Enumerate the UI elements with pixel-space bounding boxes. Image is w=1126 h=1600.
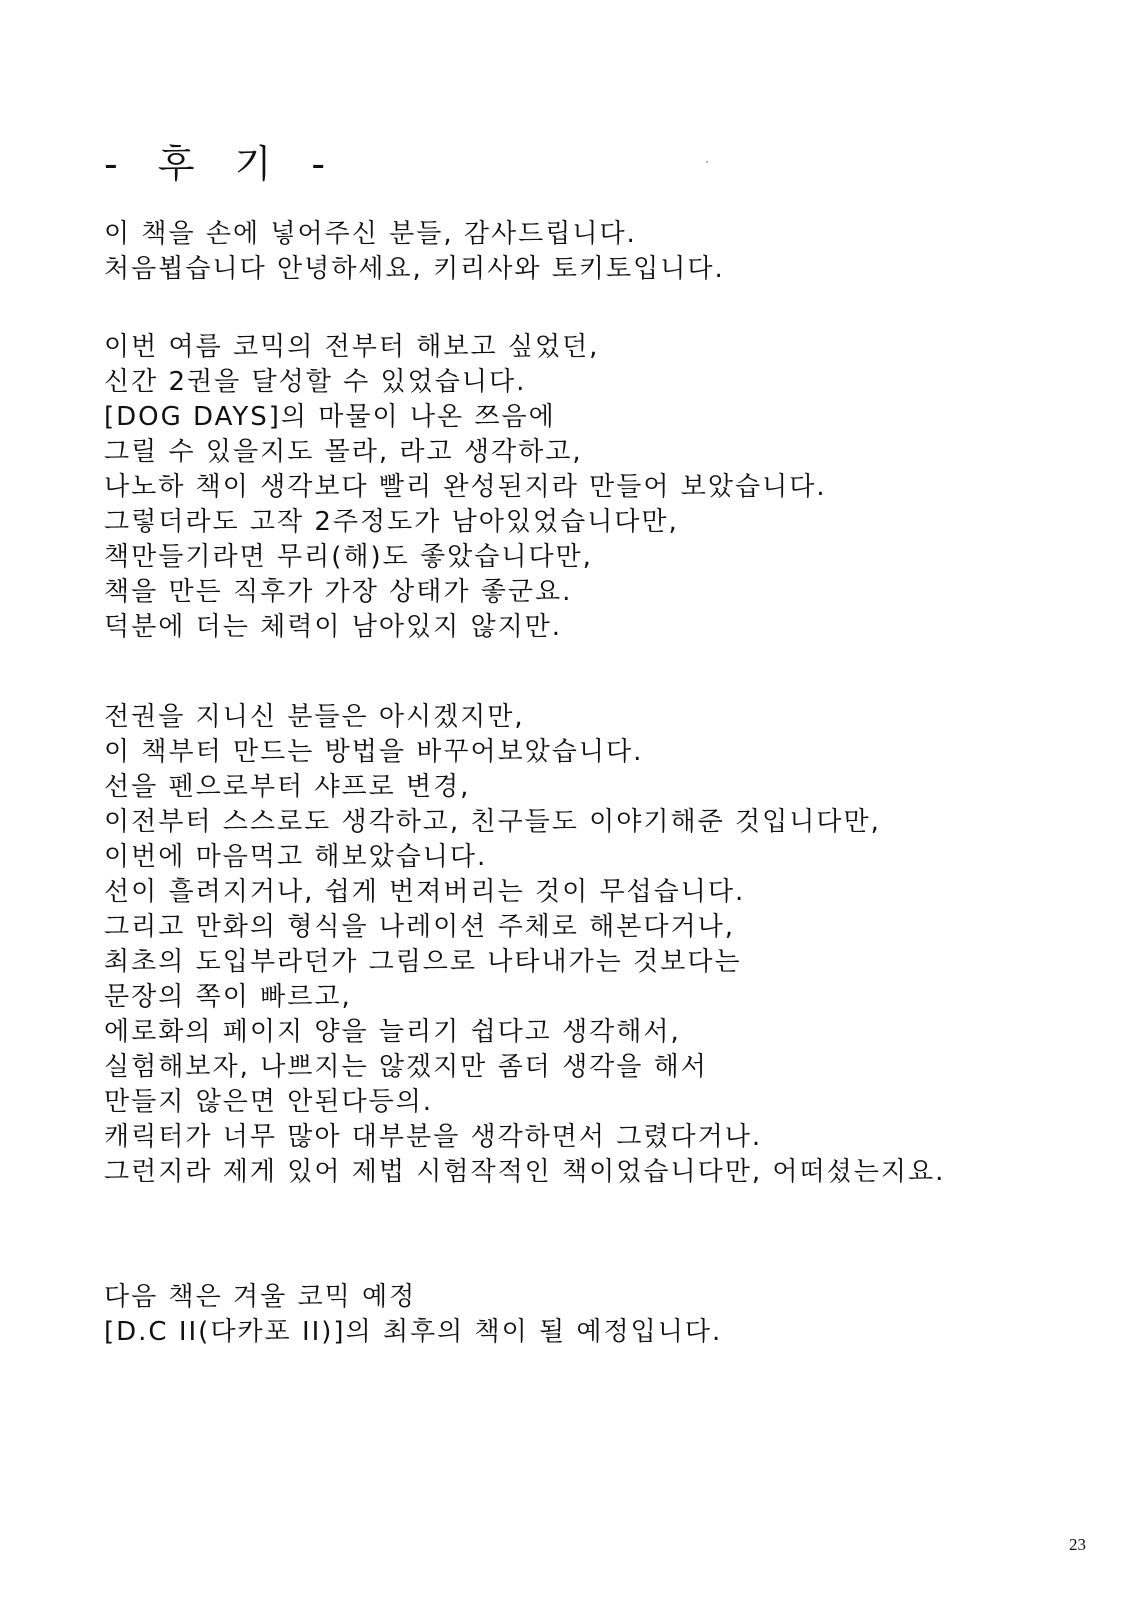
text-line: 나노하 책이 생각보다 빨리 완성된지라 만들어 보았습니다. — [104, 472, 827, 502]
text-line: 최초의 도입부라던가 그림으로 나타내가는 것보다는 — [104, 947, 742, 977]
text-line: 이번 여름 코믹의 전부터 해보고 싶었던, — [104, 332, 600, 362]
text-line: 이 책부터 만드는 방법을 바꾸어보았습니다. — [104, 737, 644, 767]
text-line: 선을 펜으로부터 샤프로 변경, — [104, 772, 471, 802]
text-line: [DOG DAYS]의 마물이 나온 쯔음에 — [104, 402, 556, 432]
paragraph-drawing-method — [104, 700, 945, 1190]
text-line: 덕분에 더는 체력이 남아있지 않지만. — [104, 612, 563, 642]
text-line: 이전부터 스스로도 생각하고, 친구들도 이야기해준 것입니다만, — [104, 807, 881, 837]
text-line: 이 책을 손에 넣어주신 분들, 감사드립니다. — [104, 219, 637, 249]
text-line: 그렇더라도 고작 2주정도가 남아있었습니다만, — [104, 507, 679, 537]
text-line: 에로화의 페이지 양을 늘리기 쉽다고 생각해서, — [104, 1017, 681, 1047]
text-line: 그런지라 제게 있어 제법 시험작적인 책이었습니다만, 어떠셨는지요. — [104, 1157, 946, 1187]
text-line: 다음 책은 겨울 코믹 예정 — [104, 1282, 417, 1312]
text-line: 만들지 않은면 안된다등의. — [104, 1087, 434, 1117]
text-line: 그릴 수 있을지도 몰라, 라고 생각하고, — [104, 437, 583, 467]
paragraph-greeting — [104, 217, 725, 287]
text-line: 전권을 지니신 분들은 아시겠지만, — [104, 702, 525, 732]
text-line: 처음뵙습니다 안녕하세요, 키리사와 토키토입니다. — [104, 254, 725, 284]
text-line: 이번에 마음먹고 해보았습니다. — [104, 842, 488, 872]
text-line: 실험해보자, 나쁘지는 않겠지만 좀더 생각을 해서 — [104, 1052, 708, 1082]
text-line: 선이 흘려지거나, 쉽게 번져버리는 것이 무섭습니다. — [104, 877, 746, 907]
text-line: 문장의 쪽이 빠르고, — [104, 982, 352, 1012]
text-line: 책만들기라면 무리(해)도 좋았습니다만, — [104, 542, 593, 572]
text-line: [D.C II(다카포 II)]의 최후의 책이 될 예정입니다. — [104, 1317, 723, 1347]
paragraph-next-book — [104, 1280, 722, 1350]
afterword-title: - 후 기 - — [104, 142, 340, 186]
text-line: 신간 2권을 달성할 수 있었습니다. — [104, 367, 527, 397]
paragraph-summer-comic — [104, 330, 827, 645]
text-line: 그리고 만화의 형식을 나레이션 주체로 해본다거나, — [104, 912, 736, 942]
page-number: 23 — [1069, 1535, 1086, 1554]
text-line: 책을 만든 직후가 가장 상태가 좋군요. — [104, 577, 573, 607]
paper-speck — [706, 161, 708, 163]
text-line: 캐릭터가 너무 많아 대부분을 생각하면서 그렸다거나. — [104, 1122, 763, 1152]
